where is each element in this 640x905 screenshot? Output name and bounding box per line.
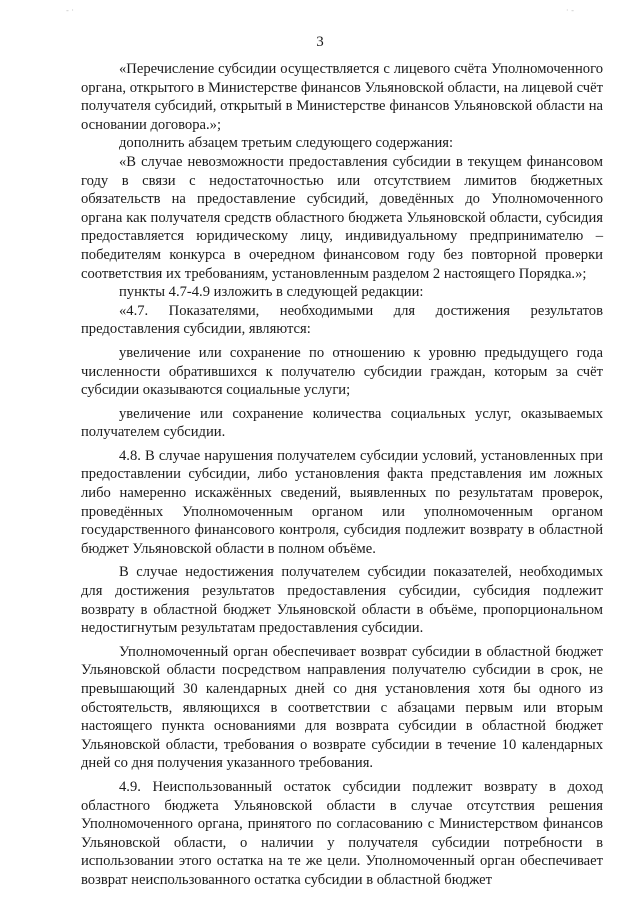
paragraph: увеличение или сохранение по отношению к уровню предыдущего года численности обратившихся к получателю субсидии граждан, которым за счёт субсидии оказываются социальные услуги;: [81, 344, 603, 399]
scan-corner-mark-right: · -: [566, 6, 574, 15]
paragraph: В случае недостижения получателем субсидии показателей, необходимых для достижения результатов предоставления субсидии, субсидия подлежит возврату в областной бюджет Ульяновской области в объёме, пропорциональном недостигнутым результатам предоставления субсидии.: [81, 564, 603, 637]
paragraph: Уполномоченный орган обеспечивает возврат субсидии в областной бюджет Ульяновской области посредством направления получателю субсидии в срок, не превышающий 30 календарных дней со дня установления хотя бы одного из обстоятельств, являющихся в соответствии с абзацами первым или вторым настоящего пункта основаниями для возврата субсидии в областной бюджет Ульяновской области, требования о возврате субсидии в течение 10 календарных дней со дня получения указанного требования.: [81, 643, 603, 772]
paragraph: пункты 4.7-4.9 изложить в следующей редакции:: [119, 284, 424, 301]
paragraph: дополнить абзацем третьим следующего содержания:: [119, 135, 454, 152]
paragraph: «4.7. Показателями, необходимыми для достижения результатов предоставления субсидии, являются:: [81, 302, 603, 338]
paragraph: «В случае невозможности предоставления субсидии в текущем финансовом году в связи с недостаточностью или отсутствием лимитов бюджетных обязательств на предоставление субсидий, доведённых до Уполномоченного органа как получателя средств областного бюджета Ульяновской области, субсидия предоставляется юридическому лицу, индивидуальному предпринимателю – победителям конкурса в очередном финансовом году без повторной проверки соответствия их требованиям, установленным разделом 2 настоящего Порядка.»;: [81, 153, 603, 282]
paragraph: 4.8. В случае нарушения получателем субсидии условий, установленных при предоставлении субсидии, либо установления факта представления им ложных либо намеренно искажённых сведений, выявленных по результатам проверок, проведённых Уполномоченным органом или уполномоченным органом государственного финансового контроля, субсидия подлежит возврату в областной бюджет Ульяновской области в полном объёме.: [81, 447, 603, 557]
document-body: [81, 60, 603, 890]
scan-corner-mark-left: - ·: [66, 6, 74, 15]
paragraph: увеличение или сохранение количества социальных услуг, оказываемых получателем субсидии.: [81, 405, 603, 441]
page-number: 3: [316, 34, 324, 50]
paragraph: «Перечисление субсидии осуществляется с лицевого счёта Уполномоченного органа, открытого в Министерстве финансов Ульяновской области, на лицевой счёт получателя субсидий, открытый в Министерстве финансов Ульяновской области на основании договора.»;: [81, 61, 603, 133]
paragraph: 4.9. Неиспользованный остаток субсидии подлежит возврату в доход областного бюджета Ульяновской области в случае отсутствия решения Уполномоченного органа, принятого по согласованию с Министерством финансов Ульяновской области, о наличии у получателя субсидии потребности в использовании этого остатка на те же цели. Уполномоченный орган обеспечивает возврат неиспользованного остатка субсидии в областной бюджет: [81, 778, 603, 888]
